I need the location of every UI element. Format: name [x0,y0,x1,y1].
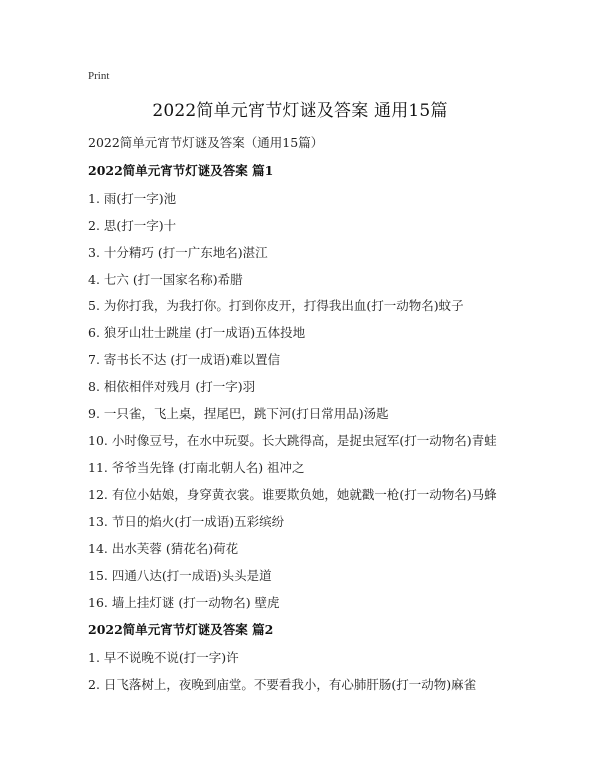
riddle-item: 1. 早不说晚不说(打一字)许 [88,650,239,665]
riddle-item: 12. 有位小姑娘，身穿黄衣裳。谁要欺负她，她就戳一枪(打一动物名)马蜂 [88,487,497,502]
riddle-item: 6. 狼牙山壮士跳崖 (打一成语)五体投地 [88,325,306,340]
riddle-item: 2. 思(打一字)十 [88,218,177,233]
riddle-item: 10. 小时像豆号，在水中玩耍。长大跳得高，是捉虫冠军(打一动物名)青蛙 [88,433,497,448]
riddle-item: 15. 四通八达(打一成语)头头是道 [88,568,272,583]
section-heading: 2022简单元宵节灯谜及答案 篇2 [88,622,274,637]
riddle-item: 3. 十分精巧 (打一广东地名)湛江 [88,245,268,260]
riddle-item: 9. 一只雀，飞上桌，捏尾巴，跳下河(打日常用品)汤匙 [88,406,389,421]
riddle-item: 7. 寄书长不达 (打一成语)难以置信 [88,352,281,367]
riddle-item: 2. 日飞落树上，夜晚到庙堂。不要看我小，有心肺肝肠(打一动物)麻雀 [88,677,477,692]
riddle-item: 11. 爷爷当先锋 (打南北朝人名) 祖冲之 [88,460,305,475]
riddle-item: 1. 雨(打一字)池 [88,191,177,206]
print-label: Print [88,70,110,82]
riddle-item: 5. 为你打我，为我打你。打到你皮开，打得我出血(打一动物名)蚊子 [88,298,464,313]
riddle-item: 8. 相依相伴对残月 (打一字)羽 [88,379,256,394]
riddle-item: 13. 节日的焰火(打一成语)五彩缤纷 [88,514,285,529]
document-title: 2022简单元宵节灯谜及答案 通用15篇 [152,101,448,121]
section-heading: 2022简单元宵节灯谜及答案 篇1 [88,163,274,178]
document-subtitle: 2022简单元宵节灯谜及答案（通用15篇） [88,135,324,150]
riddle-item: 14. 出水芙蓉 (猜花名)荷花 [88,541,239,556]
riddle-item: 4. 七六 (打一国家名称)希腊 [88,272,243,287]
riddle-item: 16. 墙上挂灯谜 (打一动物名) 壁虎 [88,595,280,610]
